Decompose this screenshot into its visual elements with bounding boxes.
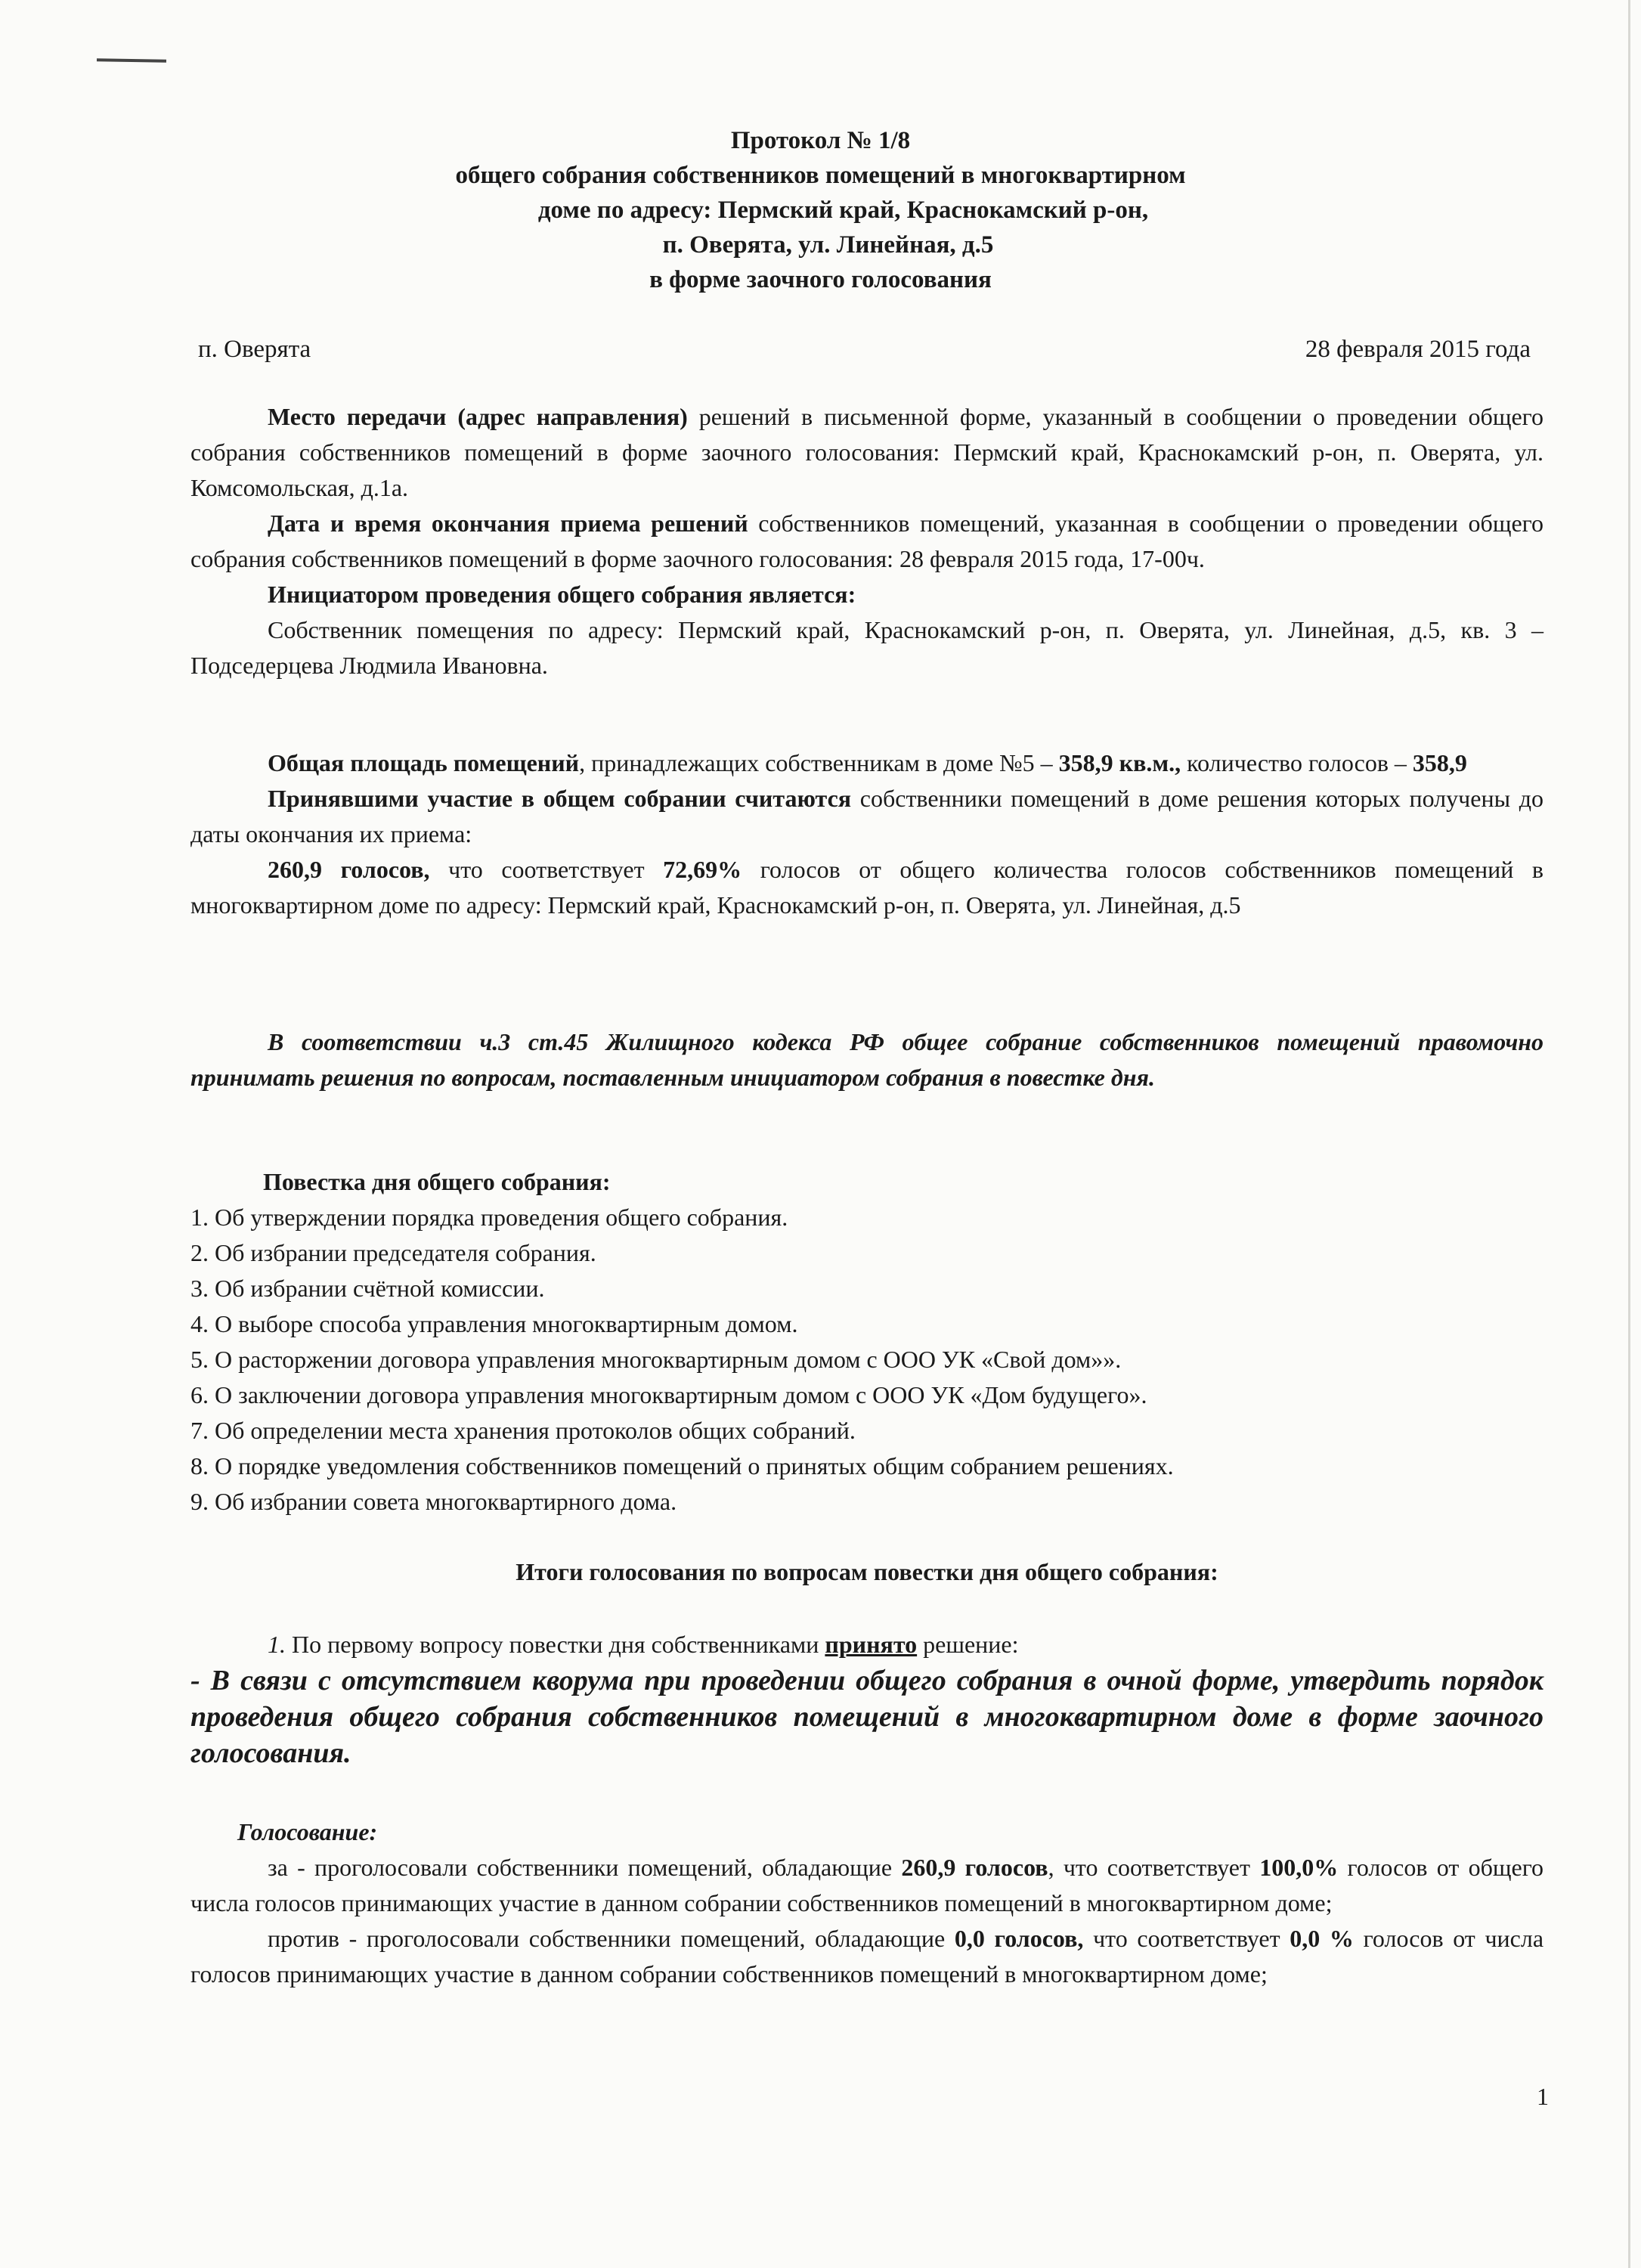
area-text-1: , принадлежащих собственникам в доме №5 –: [579, 749, 1059, 776]
vote-against-text-b: что соответствует: [1083, 1925, 1290, 1952]
agenda-section: [190, 1164, 1543, 1520]
delivery-label: Место передачи (адрес направления): [268, 403, 688, 430]
protocol-title: Протокол № 1/8: [730, 127, 911, 154]
vote-for-text-a: за - проголосовали собственники помещений, обладающие: [268, 1854, 902, 1881]
header-line-5: в форме заочного голосования: [649, 266, 992, 293]
question-1-number: 1.: [268, 1631, 286, 1658]
area-value: 358,9 кв.м.,: [1058, 749, 1181, 776]
initiator-label: Инициатором проведения общего собрания является:: [268, 581, 856, 608]
question-1-decision: - В связи с отсутствием кворума при проведении общего собрания в очной форме, утвердить порядок проведения общего собрания собственников помещений в многоквартирном доме в форме заочного голосования.: [190, 1665, 1543, 1769]
question-1-intro: [190, 1627, 1543, 1662]
info-section: [190, 399, 1543, 683]
agenda-item: 1. Об утверждении порядка проведения общего собрания.: [190, 1204, 788, 1231]
header-line-3: доме по адресу: Пермский край, Краснокамский р-он,: [537, 197, 1149, 224]
delivery-paragraph: [190, 399, 1543, 506]
agenda-item: 4. О выборе способа управления многоквартирным домом.: [190, 1310, 798, 1337]
participants-text-3: голосов от общего количества голосов собственников помещений в многоквартирном доме по адресу: Пермский край, Краснокамский р-он, п. Оверята, ул. Линейная, д.5: [190, 856, 1544, 919]
page-number: 1: [1537, 2083, 1549, 2110]
agenda-item: 9. Об избрании совета многоквартирного дома.: [190, 1488, 677, 1515]
deadline-text: собственников помещений, указанная в сообщении о проведении общего собрания собственников помещений в форме заочного голосования: 28 февраля 2015 года, 17-00ч.: [190, 510, 1544, 572]
vote-against-percent: 0,0 %: [1290, 1925, 1354, 1952]
area-section: [190, 745, 1543, 923]
vote-for-votes: 260,9 голосов: [901, 1854, 1048, 1881]
vote-for-text-b: , что соответствует: [1048, 1854, 1260, 1881]
agenda-item: 3. Об избрании счётной комиссии.: [190, 1275, 545, 1302]
scan-mark: [97, 58, 166, 63]
deadline-label: Дата и время окончания приема решений: [268, 510, 748, 537]
quorum-note: В соответствии ч.3 ст.45 Жилищного кодекса РФ общее собрание собственников помещений правомочно принимать решения по вопросам, поставленным инициатором собрания в повестке дня.: [190, 1028, 1543, 1091]
header-line-4: п. Оверята, ул. Линейная, д.5: [662, 231, 994, 259]
participants-text-2: что соответствует: [429, 856, 664, 883]
delivery-text: решений в письменной форме, указанный в сообщении о проведении общего собрания собственников помещений в форме заочного голосования: Пермский край, Краснокамский р-он, п. Оверята, ул. Комсомольская, д.1а.: [190, 403, 1544, 501]
place-city: п. Оверята: [198, 336, 311, 363]
agenda-item: 2. Об избрании председателя собрания.: [190, 1239, 596, 1266]
participants-paragraph: [190, 781, 1543, 852]
vote-against-text-a: против - проголосовали собственники помещений, обладающие: [268, 1925, 955, 1952]
voting-section: [190, 1814, 1543, 1992]
voting-label: Голосование:: [237, 1818, 378, 1845]
initiator-text: Собственник помещения по адресу: Пермский край, Краснокамский р-он, п. Оверята, ул. Линейная, д.5, кв. 3 – Подседерцева Людмила Ивановна.: [190, 616, 1543, 679]
area-label: Общая площадь помещений: [268, 749, 580, 776]
vote-against-paragraph: [190, 1921, 1543, 1992]
agenda-item: 6. О заключении договора управления многоквартирным домом с ООО УК «Дом будущего».: [190, 1381, 1147, 1408]
participants-text: собственники помещений в доме решения которых получены до даты окончания их приема:: [190, 785, 1544, 847]
votes-total: 358,9: [1412, 749, 1467, 776]
vote-for-percent: 100,0%: [1259, 1854, 1339, 1881]
question-1-tail: решение:: [917, 1631, 1019, 1658]
vote-against-votes: 0,0 голосов,: [954, 1925, 1084, 1952]
participants-votes-paragraph: [190, 852, 1543, 923]
place-date: 28 февраля 2015 года: [1305, 336, 1531, 363]
question-1-text: По первому вопросу повестки дня собственниками: [286, 1631, 825, 1658]
question-1-section: [190, 1627, 1543, 1771]
agenda-item: 7. Об определении места хранения протоколов общих собраний.: [190, 1417, 856, 1444]
results-title: Итоги голосования по вопросам повестки дня общего собрания:: [516, 1558, 1218, 1585]
vote-for-paragraph: [190, 1850, 1543, 1921]
deadline-paragraph: [190, 506, 1543, 577]
vote-for-text-c: голосов от общего числа голосов принимающих участие в данном собрании собственников помещений в многоквартирном доме;: [190, 1854, 1544, 1916]
agenda-item: 8. О порядке уведомления собственников помещений о принятых общим собранием решениях.: [190, 1452, 1174, 1479]
results-title-block: [190, 1554, 1543, 1590]
agenda-title: Повестка дня общего собрания:: [263, 1168, 611, 1195]
area-paragraph: [190, 745, 1543, 781]
header-line-2: общего собрания собственников помещений в многоквартирном: [455, 162, 1186, 189]
agenda-item: 5. О расторжении договора управления многоквартирным домом с ООО УК «Свой дом»».: [190, 1346, 1122, 1373]
area-text-2: количество голосов –: [1181, 749, 1413, 776]
participants-label: Принявшими участие в общем собрании считаются: [268, 785, 852, 812]
paper-edge: [1628, 0, 1630, 2268]
participants-percent: 72,69%: [663, 856, 742, 883]
question-1-accepted: принято: [825, 1631, 918, 1658]
participants-votes: 260,9 голосов,: [268, 856, 430, 883]
quorum-section: [190, 1024, 1543, 1095]
vote-against-text-c: голосов от числа голосов принимающих участие в данном собрании собственников помещений в многоквартирном доме;: [190, 1925, 1544, 1988]
